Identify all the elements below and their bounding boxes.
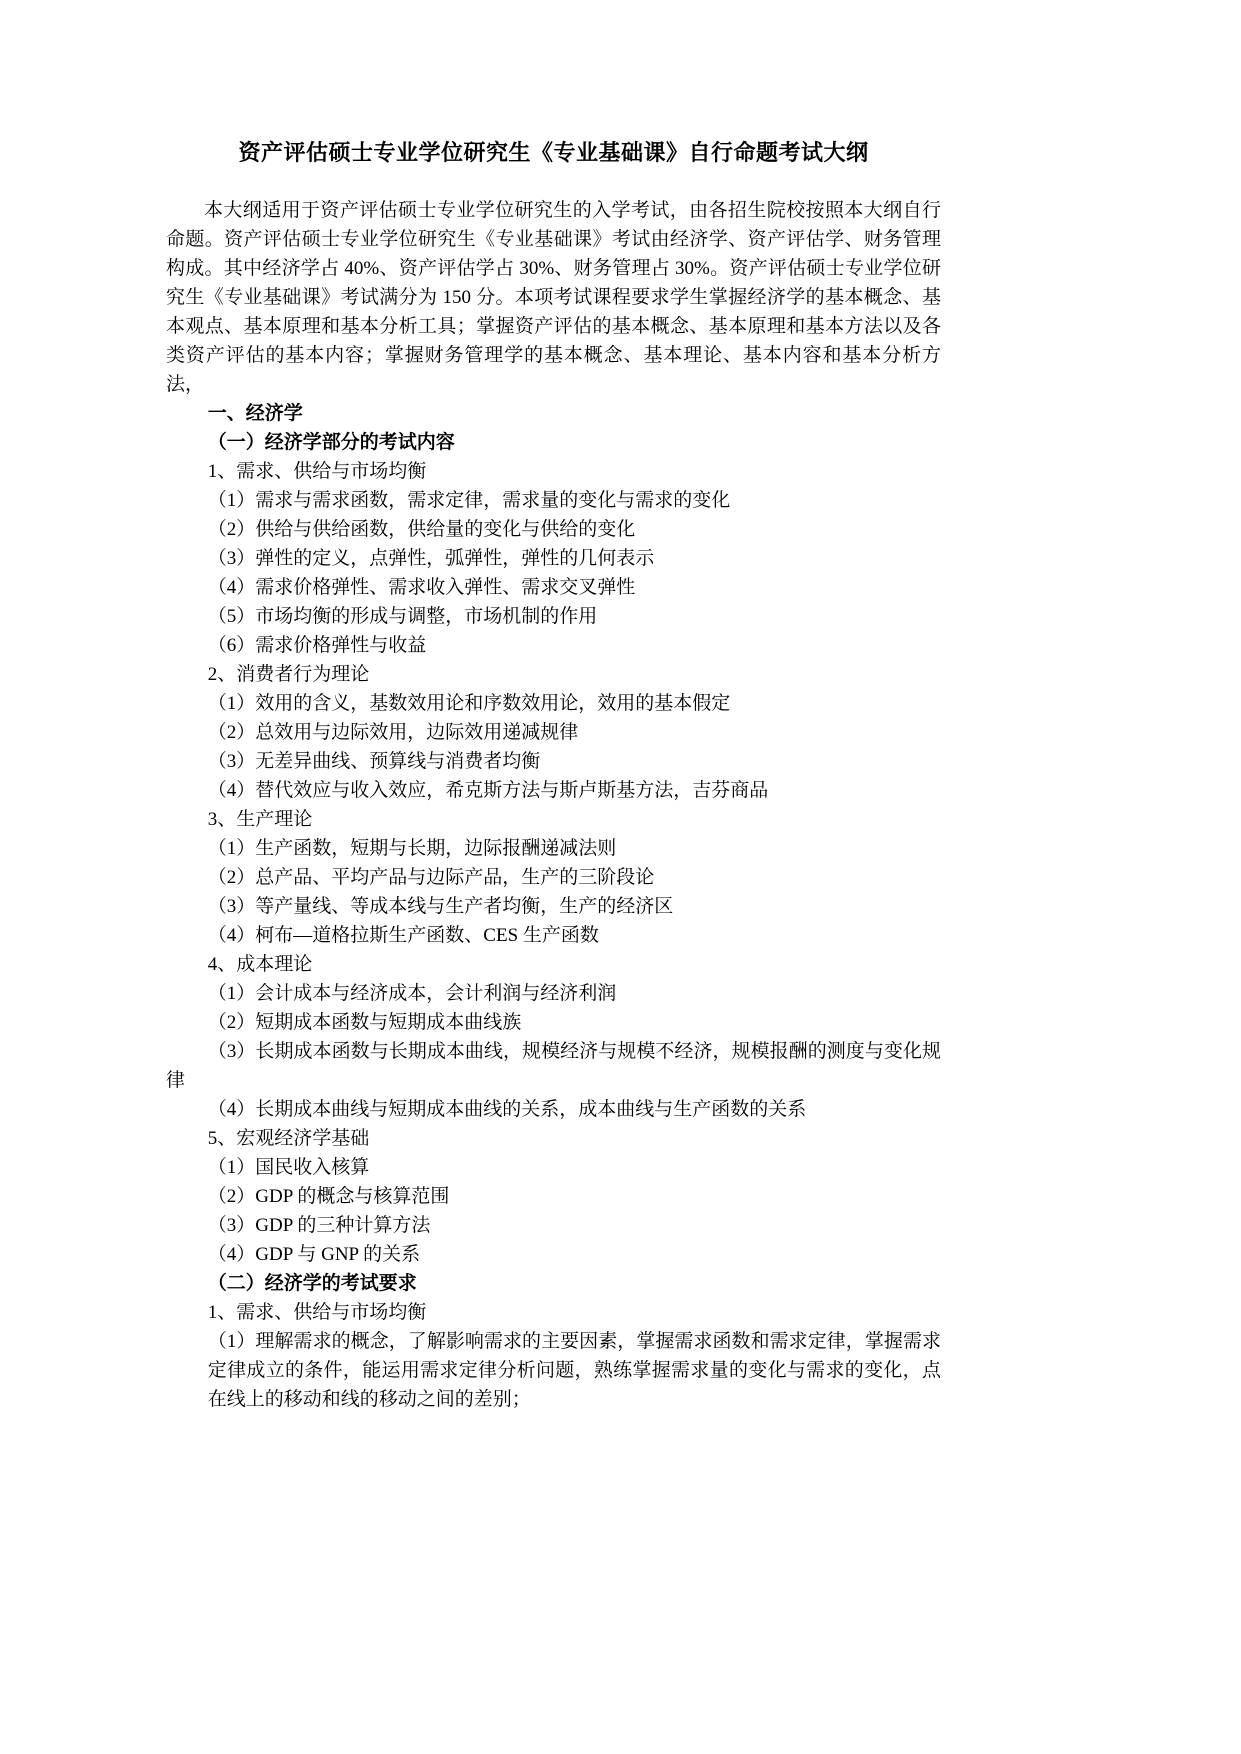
outline-item: （2）短期成本函数与短期成本曲线族	[207, 1012, 522, 1033]
outline-item: （6）需求价格弹性与收益	[207, 635, 427, 656]
outline-item: （4）需求价格弹性、需求收入弹性、需求交叉弹性	[207, 577, 636, 598]
outline-item: 2、消费者行为理论	[207, 664, 370, 685]
outline-item: 3、生产理论	[207, 809, 313, 830]
outline-item: （2）GDP 的概念与核算范围	[207, 1186, 450, 1207]
outline-item: （4）GDP 与 GNP 的关系	[207, 1244, 421, 1265]
outline-item: 5、宏观经济学基础	[207, 1128, 370, 1149]
outline-item: （2）总效用与边际效用，边际效用递减规律	[207, 722, 579, 743]
intro-paragraph: 本大纲适用于资产评估硕士专业学位研究生的入学考试，由各招生院校按照本大纲自行命题。资产评估硕士专业学位研究生《专业基础课》考试由经济学、资产评估学、财务管理构成。其中经济学占 40%、资产评估学占 30%、财务管理占 30%。资产评估硕士专业学位研究生《专业基础课》考试满分为 150 分。本项考试课程要求学生掌握经济学的基本概念、基本观点、基本原理和基本分析工具；掌握资产评估的基本概念、基本原理和基本方法以及各类资产评估的基本内容；掌握财务管理学的基本概念、基本理论、基本内容和基本分析方法，	[166, 200, 941, 395]
outline-item: （1）理解需求的概念，了解影响需求的主要因素，掌握需求函数和需求定律，掌握需求定律成立的条件，能运用需求定律分析问题，熟练掌握需求量的变化与需求的变化，点在线上的移动和线的移动之间的差别；	[207, 1331, 941, 1410]
outline-item: （3）长期成本函数与长期成本曲线，规模经济与规模不经济，规模报酬的测度与变化规律	[166, 1041, 941, 1091]
outline-item: 4、成本理论	[207, 954, 313, 975]
outline-item: （2）供给与供给函数，供给量的变化与供给的变化	[207, 519, 636, 540]
outline-item: （1）会计成本与经济成本，会计利润与经济利润	[207, 983, 617, 1004]
outline-item: （3）弹性的定义，点弹性，弧弹性，弹性的几何表示	[207, 548, 655, 569]
outline-heading: 一、经济学	[207, 403, 303, 424]
outline-item: （1）国民收入核算	[207, 1157, 370, 1178]
outline-item: （4）柯布—道格拉斯生产函数、CES 生产函数	[207, 925, 599, 946]
outline-item: （3）等产量线、等成本线与生产者均衡，生产的经济区	[207, 896, 674, 917]
outline-item: （5）市场均衡的形成与调整，市场机制的作用	[207, 606, 598, 627]
document-title: 资产评估硕士专业学位研究生《专业基础课》自行命题考试大纲	[238, 140, 869, 165]
outline-heading: （一）经济学部分的考试内容	[207, 432, 455, 453]
outline-item: （1）生产函数，短期与长期，边际报酬递减法则	[207, 838, 617, 859]
outline-item: （2）总产品、平均产品与边际产品，生产的三阶段论	[207, 867, 655, 888]
outline-item: （1）效用的含义，基数效用论和序数效用论，效用的基本假定	[207, 693, 731, 714]
outline-item: （4）替代效应与收入效应，希克斯方法与斯卢斯基方法，吉芬商品	[207, 780, 769, 801]
outline-item: 1、需求、供给与市场均衡	[207, 461, 427, 482]
outline-item: （3）GDP 的三种计算方法	[207, 1215, 431, 1236]
outline-item: （4）长期成本曲线与短期成本曲线的关系，成本曲线与生产函数的关系	[207, 1099, 807, 1120]
outline-item: 1、需求、供给与市场均衡	[207, 1302, 427, 1323]
outline-item: （3）无差异曲线、预算线与消费者均衡	[207, 751, 541, 772]
outline-heading: （二）经济学的考试要求	[207, 1273, 417, 1294]
outline-body	[166, 399, 941, 1414]
outline-item: （1）需求与需求函数，需求定律，需求量的变化与需求的变化	[207, 490, 731, 511]
